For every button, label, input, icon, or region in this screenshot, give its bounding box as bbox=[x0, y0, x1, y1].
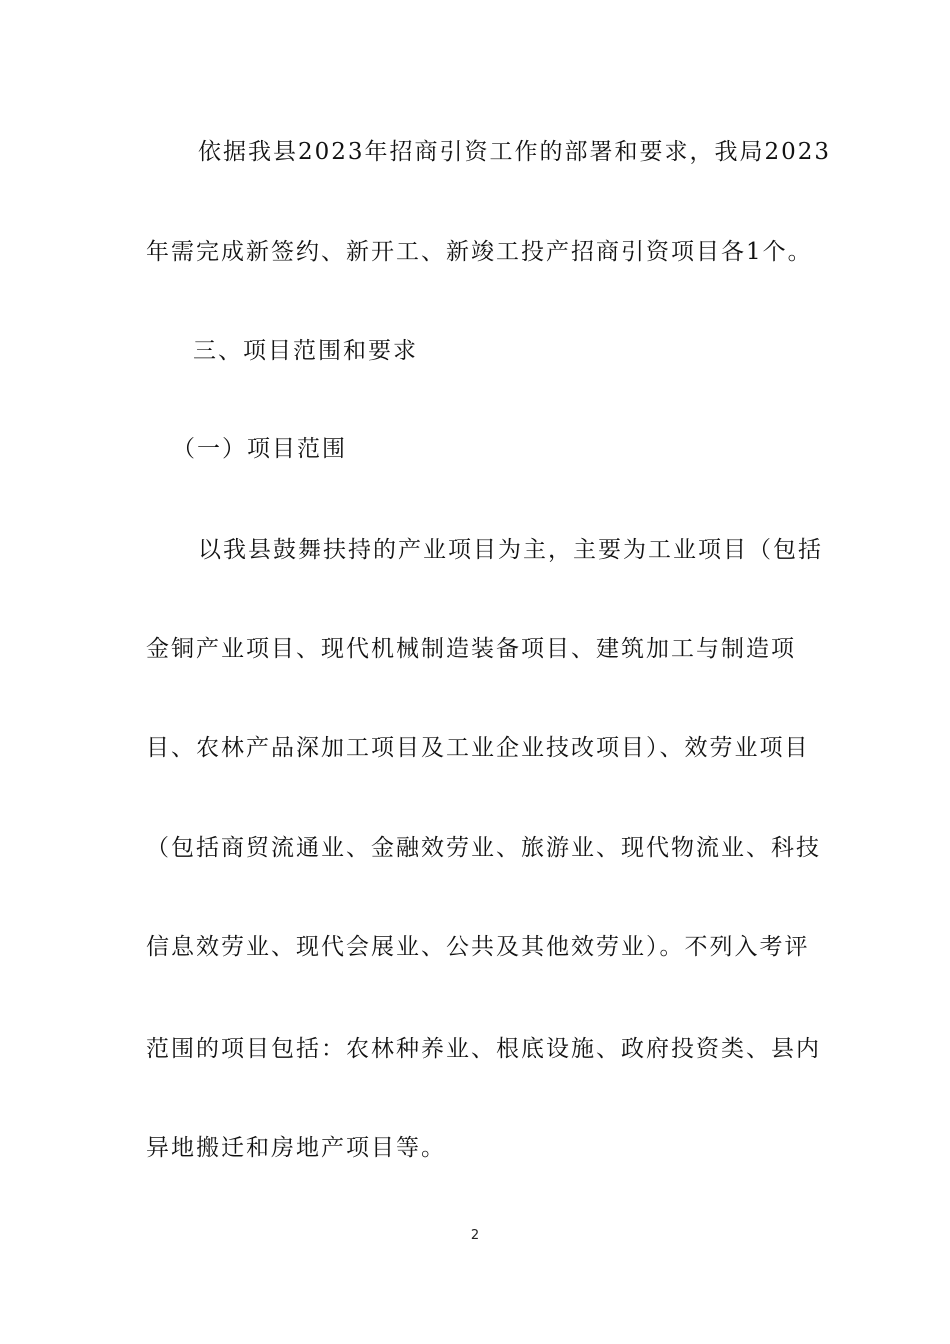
paragraph-1-line-1: 依据我县2023年招商引资工作的部署和要求，我局2023 bbox=[198, 139, 832, 165]
paragraph-2-line-1: 以我县鼓舞扶持的产业项目为主，主要为工业项目（包括 bbox=[198, 537, 823, 563]
paragraph-2-line-3: 目、农林产品深加工项目及工业企业技改项目）、效劳业项目 bbox=[146, 735, 810, 761]
section-heading: 三、项目范围和要求 bbox=[193, 338, 418, 364]
paragraph-2-line-6: 范围的项目包括：农林种养业、根底设施、政府投资类、县内 bbox=[146, 1036, 821, 1062]
paragraph-2-line-4: （包括商贸流通业、金融效劳业、旅游业、现代物流业、科技 bbox=[146, 835, 821, 861]
subsection-heading: （一）项目范围 bbox=[172, 436, 347, 462]
paragraph-2-line-2: 金铜产业项目、现代机械制造装备项目、建筑加工与制造项 bbox=[146, 636, 796, 662]
paragraph-2-line-5: 信息效劳业、现代会展业、公共及其他效劳业）。不列入考评 bbox=[146, 934, 810, 960]
paragraph-1-line-2: 年需完成新签约、新开工、新竣工投产招商引资项目各1个。 bbox=[146, 239, 813, 265]
paragraph-2-line-7: 异地搬迁和房地产项目等。 bbox=[146, 1135, 446, 1161]
page-number: 2 bbox=[470, 1228, 480, 1243]
